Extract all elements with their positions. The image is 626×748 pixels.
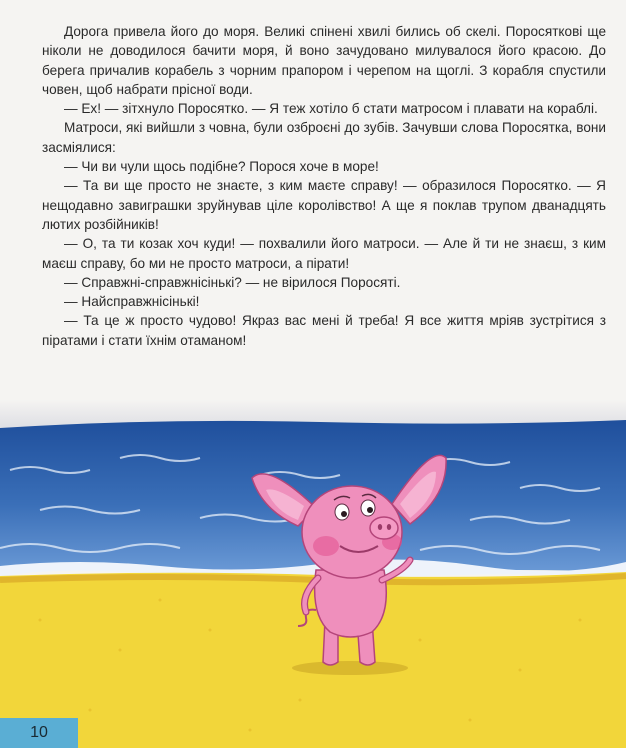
paragraph: — Та ви ще просто не знаєте, з ким маєте справу! — образилося Поросятко. — Я нещодавно завиграшки зруйнував ціле королівство! А ще я поклав трупом дванадцять лютих розбійників! [42,178,606,232]
paragraph: — Справжні-справжнісінькі? — не вірилося Поросяті. [64,274,401,290]
paragraph: — О, та ти козак хоч куди! — похвалили його матроси. — Але й ти не знаєш, з ким маєш справу, бо ми не просто матроси, а пірати! [42,236,606,271]
paragraph: — Чи ви чули щось подібне? Порося хоче в море! [64,159,379,175]
pig-shadow [292,661,408,675]
beach-illustration [0,400,626,748]
sand [0,572,626,748]
page-number: 10 [0,718,78,748]
paragraph: — Найсправжнісінькі! [64,294,200,310]
paragraph: — Ех! — зітхнуло Поросятко. — Я теж хотіло б стати матросом і плавати на кораблі. [64,101,598,117]
pig-snout [370,517,398,539]
paragraph: Матроси, які вийшли з човна, були озброєні до зубів. Зачувши слова Поросятка, вони засміялися: [42,120,606,155]
paragraph: — Та це ж просто чудово! Якраз вас мені й треба! Я все життя мріяв зустрітися з піратами і стати їхнім отаманом! [42,313,606,348]
paragraph: Дорога привела його до моря. Великі спінені хвилі бились об скелі. Поросяткові ще ніколи не доводилося бачити моря, й воно зачудовано милувалося його красою. До берега причалив корабель з чорним прапором і черепом на щоглі. З корабля спустили човен, щоб набрати прісної води. [42,24,606,97]
story-text [42,22,606,350]
